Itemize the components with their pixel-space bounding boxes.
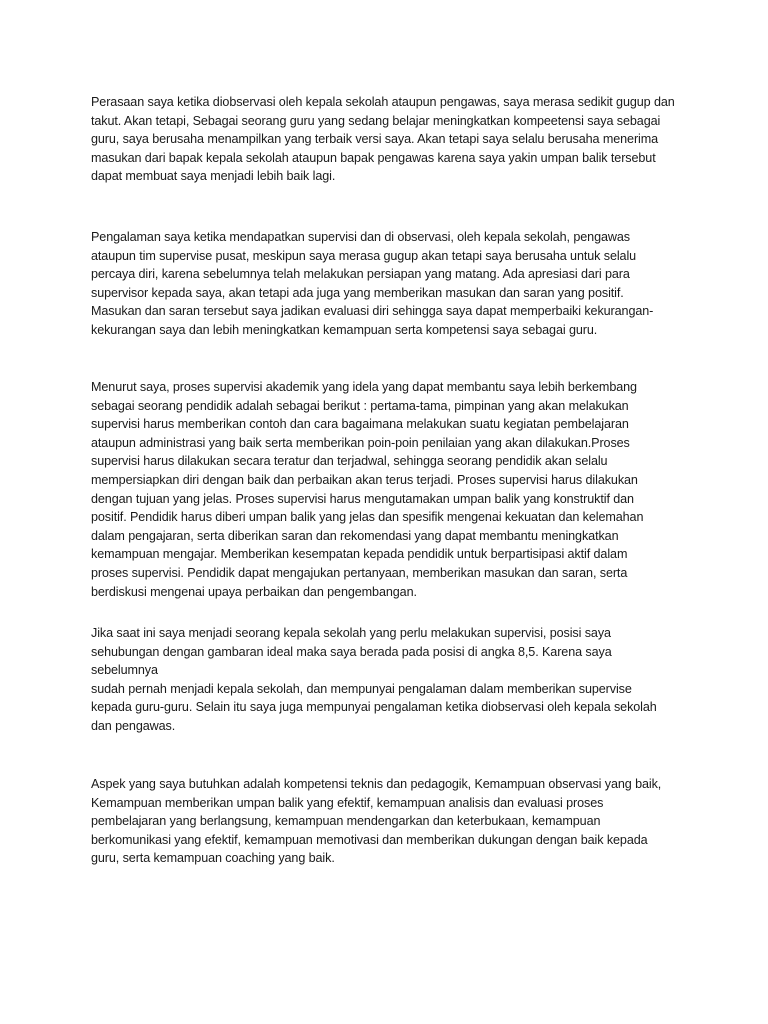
paragraph-ideal-supervision-process: Menurut saya, proses supervisi akademik yang idela yang dapat membantu saya lebih berkembang sebagai seorang pendidik adalah sebagai berikut : pertama-tama, pimpinan yang akan melakukan supervisi harus memberikan contoh dan cara bagaimana melakukan suatu kegiatan pembelajaran ataupun administrasi yang baik serta memberikan poin-poin penilaian yang akan dilakukan.Proses supervisi harus dilakukan secara teratur dan terjadwal, sehingga seorang pendidik akan selalu mempersiapkan diri dengan baik dan perbaikan akan terus terjadi. Proses supervisi harus dilakukan dengan tujuan yang jelas. Proses supervisi harus mengutamakan umpan balik yang konstruktif dan positif. Pendidik harus diberi umpan balik yang jelas dan spesifik mengenai kekuatan dan kelemahan dalam pengajaran, serta diberikan saran dan rekomendasi yang dapat membantu meningkatkan kemampuan mengajar. Memberikan kesempatan kepada pendidik untuk berpartisipasi aktif dalam proses supervisi. Pendidik dapat mengajukan pertanyaan, memberikan masukan dan saran, serta berdiskusi mengenai upaya perbaikan dan pengembangan. xyxy=(91,380,644,599)
paragraph-observation-feelings: Perasaan saya ketika diobservasi oleh kepala sekolah ataupun pengawas, saya merasa sedikit gugup dan takut. Akan tetapi, Sebagai seorang guru yang sedang belajar meningkatkan kompeetensi saya sebagai guru, saya berusaha menampilkan yang terbaik versi saya. Akan tetapi saya selalu berusaha menerima masukan dari bapak kepala sekolah ataupun bapak pengawas karena saya yakin umpan balik tersebut dapat membuat saya menjadi lebih baik lagi. xyxy=(91,95,675,184)
paragraph-supervision-experience: Pengalaman saya ketika mendapatkan supervisi dan di observasi, oleh kepala sekolah, pengawas ataupun tim supervise pusat, meskipun saya merasa gugup akan tetapi saya berusaha untuk selalu percaya diri, karena sebelumnya telah melakukan persiapan yang matang. Ada apresiasi dari para supervisor kepada saya, akan tetapi ada juga yang memberikan masukan dan saran yang positif. Masukan dan saran tersebut saya jadikan evaluasi diri sehingga saya dapat memperbaiki kekurangan- kekurangan saya dan lebih meningkatkan kemampuan serta kompetensi saya sebagai guru. xyxy=(91,230,654,337)
paragraph-principal-position: Jika saat ini saya menjadi seorang kepala sekolah yang perlu melakukan supervisi, posisi saya sehubungan dengan gambaran ideal maka saya berada pada posisi di angka 8,5. Karena saya sebelumnya sudah pernah menjadi kepala sekolah, dan mempunyai pengalaman dalam memberikan supervise kepada guru-guru. Selain itu saya juga mempunyai pengalaman ketika diobservasi oleh kepala sekolah dan pengawas. xyxy=(91,626,657,733)
paragraph-needed-aspects: Aspek yang saya butuhkan adalah kompetensi teknis dan pedagogik, Kemampuan observasi yang baik, Kemampuan memberikan umpan balik yang efektif, kemampuan analisis dan evaluasi proses pembelajaran yang berlangsung, kemampuan mendengarkan dan keterbukaan, kemampuan berkomunikasi yang efektif, kemampuan memotivasi dan memberikan dukungan dengan baik kepada guru, serta kemampuan coaching yang baik. xyxy=(91,777,662,866)
